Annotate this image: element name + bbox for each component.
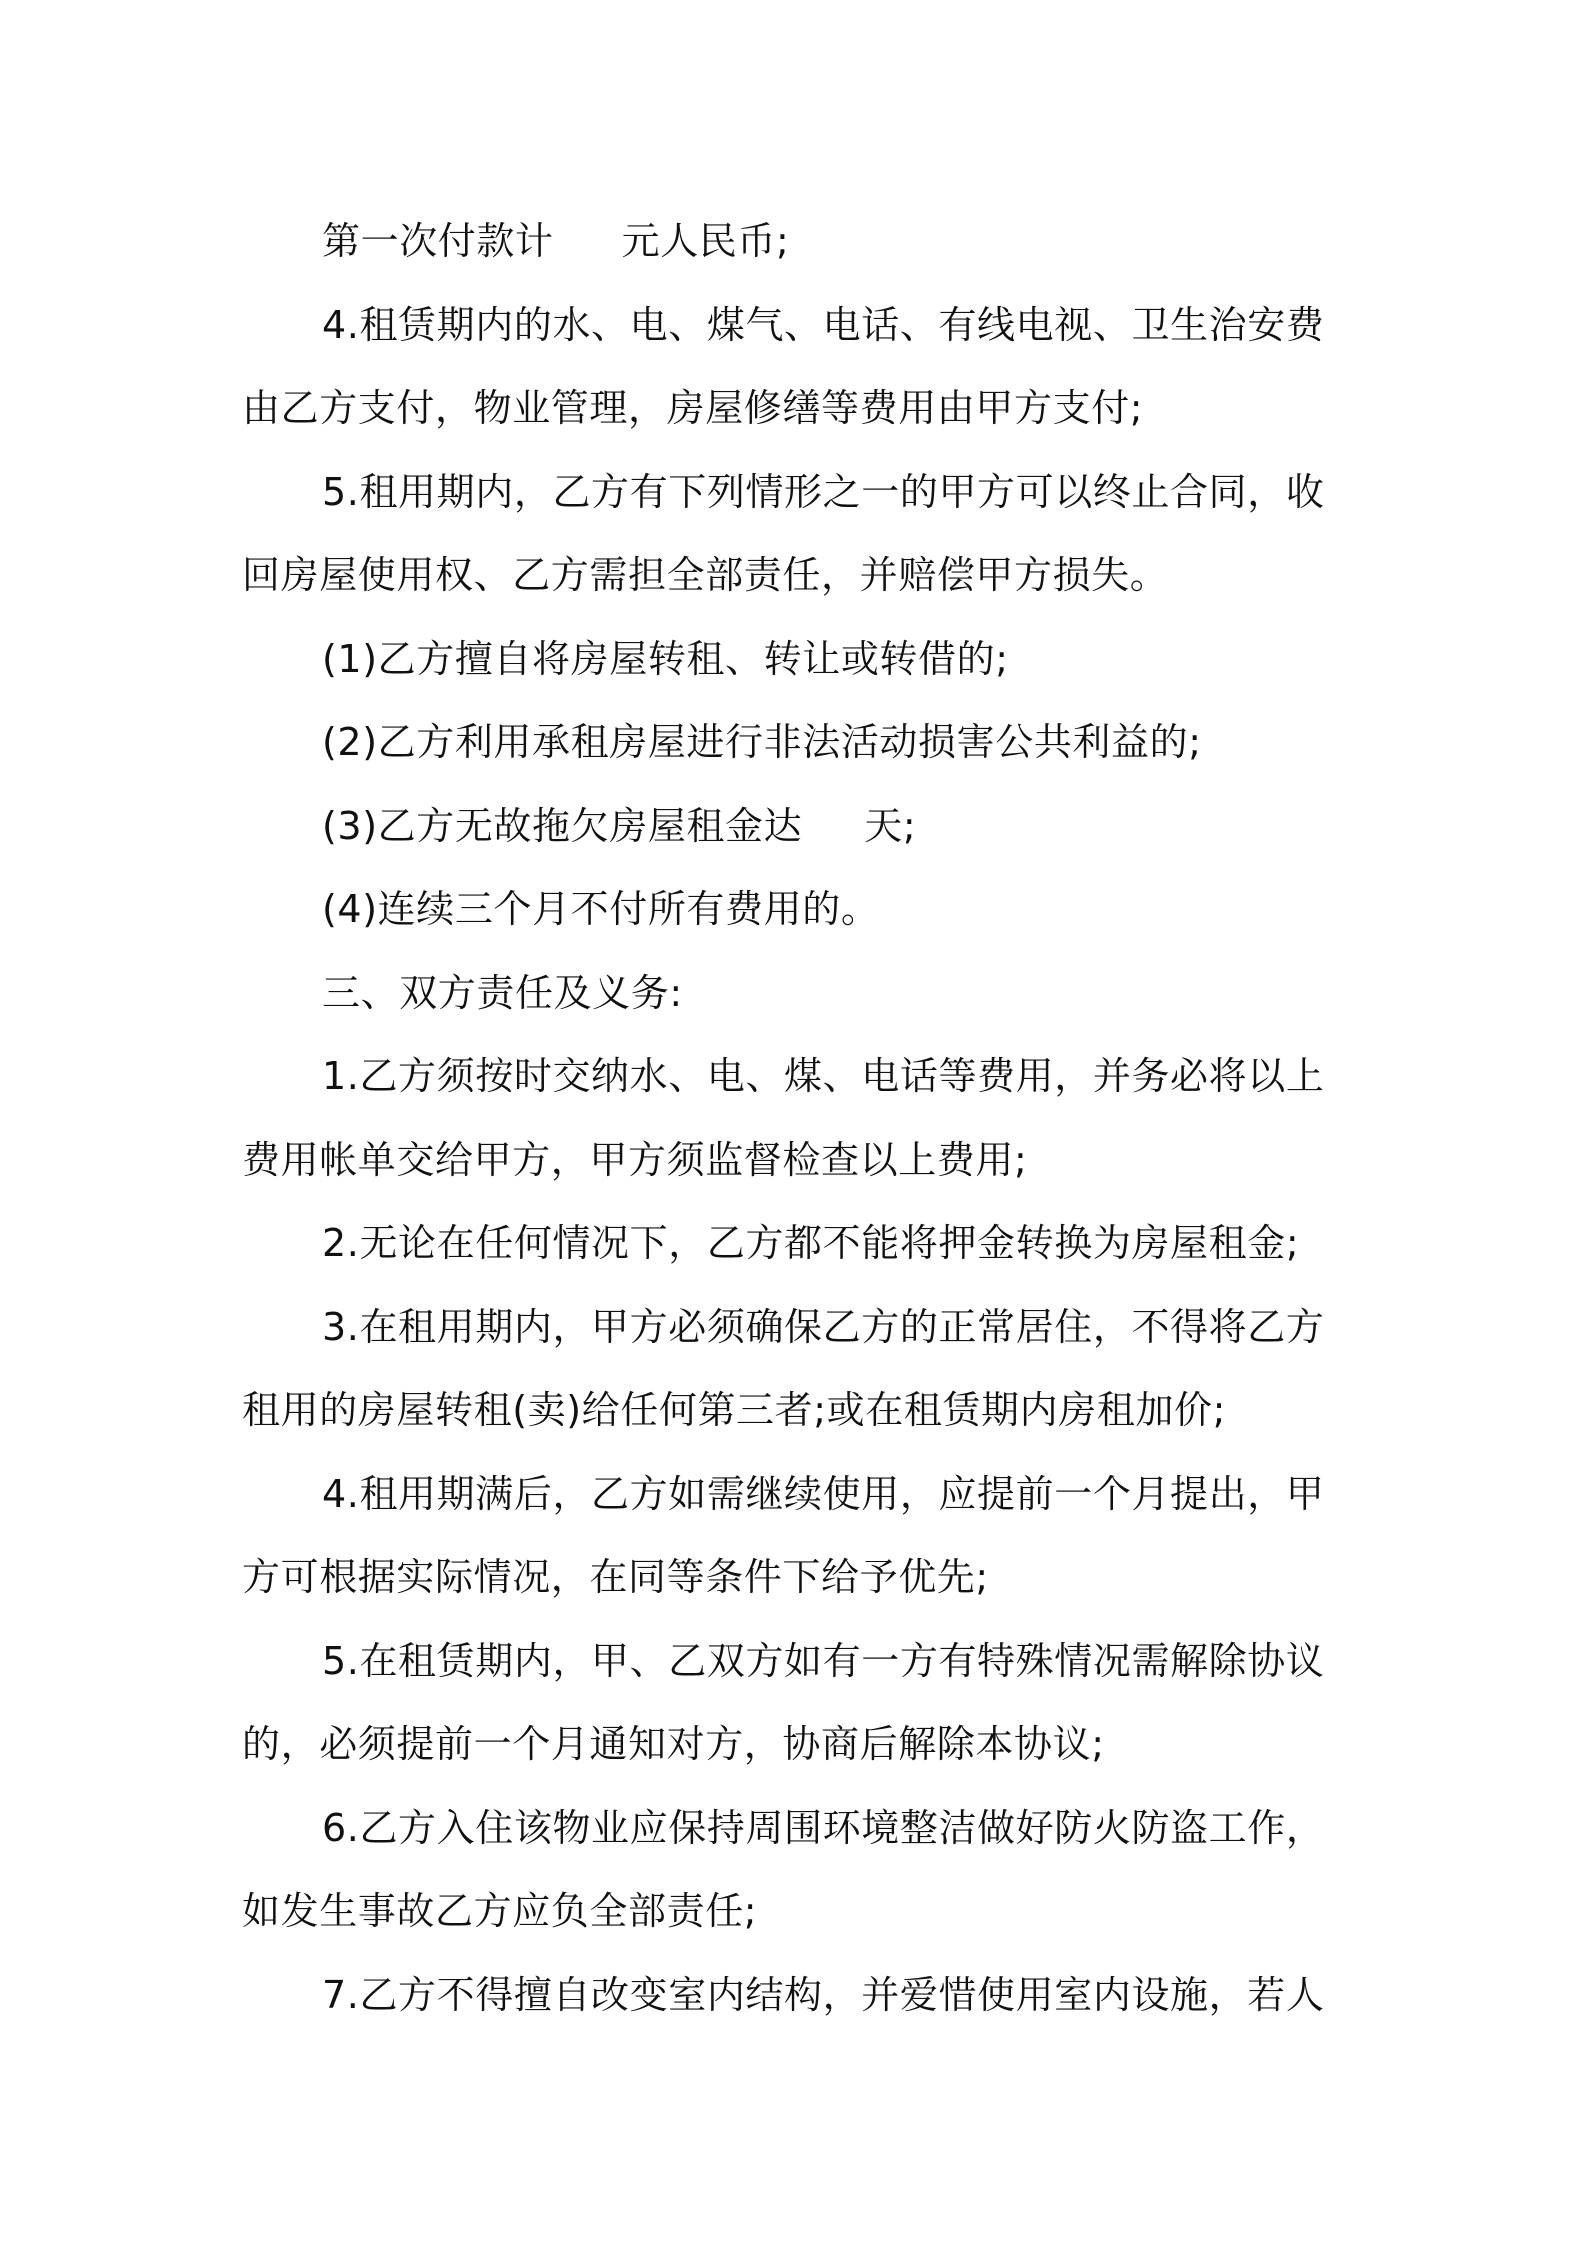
sub-item-2: (2)乙方利用承租房屋进行非法活动损害公共利益的; xyxy=(322,720,1202,764)
first-payment-line xyxy=(242,200,1362,284)
duty-4 xyxy=(242,1453,1362,1620)
sub-item-3 xyxy=(242,785,1362,869)
duty-line: 如发生事故乙方应负全部责任; xyxy=(242,1889,758,1933)
sub-item-3-label: (3)乙方无故拖欠房屋租金达 xyxy=(322,803,803,848)
duty-line: 6.乙方入住该物业应保持周围环境整洁做好防火防盗工作， xyxy=(322,1805,1325,1850)
clause-line: 由乙方支付，物业管理，房屋修缮等费用由甲方支付; xyxy=(242,386,1144,430)
section-heading: 三、双方责任及义务: xyxy=(322,970,683,1015)
clause-termination xyxy=(242,451,1362,618)
duty-line: 1.乙方须按时交纳水、电、煤、电话等费用，并务必将以上 xyxy=(322,1054,1325,1098)
duty-5 xyxy=(242,1620,1362,1787)
duty-line: 5.在租赁期内，甲、乙双方如有一方有特殊情况需解除协议 xyxy=(322,1638,1325,1683)
duty-line: 费用帐单交给甲方，甲方须监督检查以上费用; xyxy=(242,1137,1028,1182)
sub-item-3-unit: 天; xyxy=(864,803,917,848)
duty-3 xyxy=(242,1286,1362,1453)
clause-utilities xyxy=(242,284,1362,451)
clause-line: 4.租赁期内的水、电、煤气、电话、有线电视、卫生治安费 xyxy=(322,302,1325,347)
duty-line: 7.乙方不得擅自改变室内结构，并爱惜使用室内设施，若人 xyxy=(322,1972,1325,2017)
clause-line: 回房屋使用权、乙方需担全部责任，并赔偿甲方损失。 xyxy=(242,553,1169,597)
duty-2 xyxy=(242,1202,1362,1286)
first-payment-label: 第一次付款计 xyxy=(322,219,554,263)
duty-line: 的，必须提前一个月通知对方，协商后解除本协议; xyxy=(242,1722,1105,1766)
sub-item-1: (1)乙方擅自将房屋转租、转让或转借的; xyxy=(322,636,1009,681)
duty-line: 租用的房屋转租(卖)给任何第三者;或在租赁期内房租加价; xyxy=(242,1388,1227,1432)
duty-7 xyxy=(242,1954,1362,2038)
clause-line: 5.租用期内，乙方有下列情形之一的甲方可以终止合同，收 xyxy=(322,469,1325,514)
duty-line: 4.租用期满后，乙方如需继续使用，应提前一个月提出，甲 xyxy=(322,1471,1325,1516)
duty-line: 方可根据实际情况，在同等条件下给予优先; xyxy=(242,1555,989,1599)
duty-line: 2.无论在任何情况下，乙方都不能将押金转换为房屋租金; xyxy=(322,1221,1300,1265)
duty-6 xyxy=(242,1787,1362,1954)
first-payment-unit: 元人民币; xyxy=(621,219,790,263)
document-body xyxy=(242,200,1362,2037)
sub-item-4: (4)连续三个月不付所有费用的。 xyxy=(322,887,880,931)
duty-line: 3.在租用期内，甲方必须确保乙方的正常居住，不得将乙方 xyxy=(322,1304,1325,1349)
duty-1 xyxy=(242,1035,1362,1202)
